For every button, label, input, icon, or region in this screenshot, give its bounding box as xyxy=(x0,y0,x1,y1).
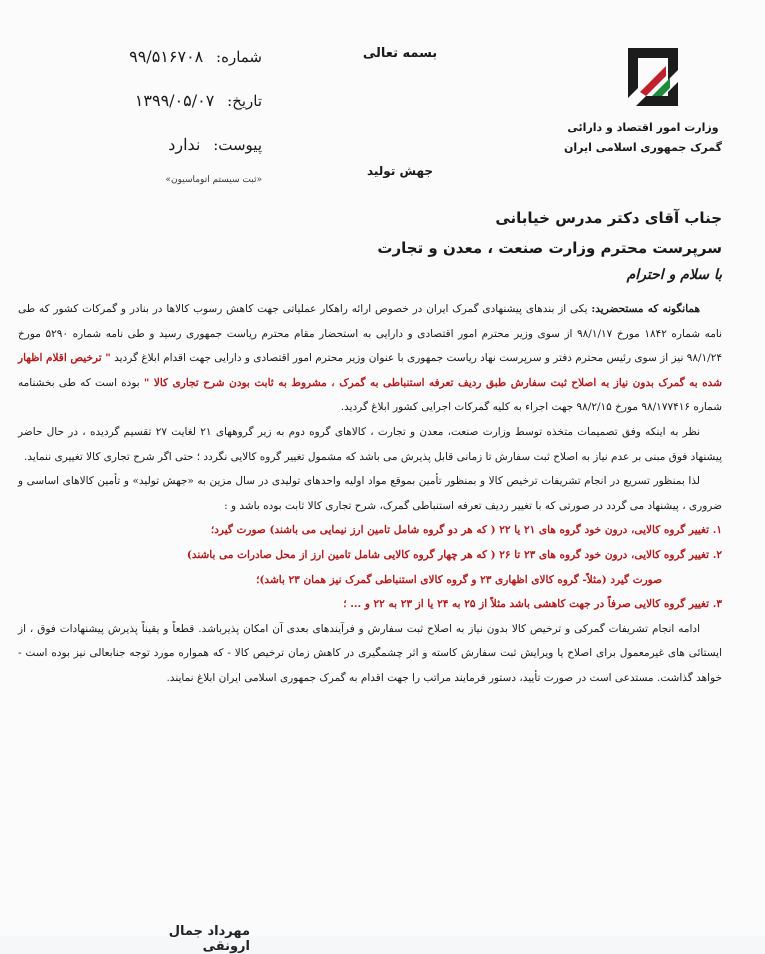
letter-number-label: شماره: xyxy=(216,48,262,66)
year-motto: جهش تولید xyxy=(366,164,434,178)
addressee-name: جناب آقای دکتر مدرس خیابانی xyxy=(495,209,722,227)
conditions-list xyxy=(18,518,722,616)
addressee-title: سرپرست محترم وزارت صنعت ، معدن و تجارت xyxy=(377,239,722,257)
paragraph-1-text: یکی از بندهای پیشنهادی گمرک ایران در خصوص ارائه راهکار عملیاتی جهت کاهش رسوب کالاها در بنادر و گمرکات کشور که طی نامه شماره ۱۸۴۲ مورخ ۹۸/۱/۱۷ از سوی وزیر محترم امور اقتصادی و دارایی به استحضار مقام محترم ریاست جمهوری رسید و طی نامه شماره ۵۲۹۰ مورخ ۹۸/۱/۲۴ نیز از سوی رئیس محترم دفتر و سرپرست نهاد ریاست جمهوری با عنوان وزیر محترم امور اقتصادی و دارایی جهت اقدام ابلاغ گردید xyxy=(18,303,722,365)
letter-date-label: تاریخ: xyxy=(227,92,262,110)
signature-name: مهرداد جمال ارونقی xyxy=(168,924,250,954)
letter-date-value: ۱۳۹۹/۰۵/۰۷ xyxy=(134,91,215,110)
greeting: با سلام و احترام xyxy=(626,267,722,283)
list-item: ۳. تغییر گروه کالایی صرفاً در جهت کاهشی باشد مثلاً از ۲۵ به ۲۴ یا از ۲۳ به ۲۲ و ... ؛ xyxy=(343,598,722,611)
list-item: صورت گیرد (مثلاً- گروه کالای اظهاری ۲۳ و گروه کالای استنباطی گمرک نیز همان ۲۳ باشد)؛ xyxy=(256,573,662,586)
list-item: ۱. تغییر گروه کالایی، درون خود گروه های ۲۱ یا ۲۲ ( که هر دو گروه شامل تامین ارز نیمایی می باشند) صورت گیرد؛ xyxy=(210,524,722,537)
paragraph-4: ادامه انجام تشریفات گمرکی و ترخیص کالا بدون نیاز به اصلاح ثبت سفارش و فرآیندهای بعدی آن امکان پذیرباشد. قطعاً و یقیناً پذیرش پیشنهادات فوق ، از ایستائی های غیرمعمول برای اصلاح یا ویرایش ثبت سفارش کاسته و اثر چشمگیری در کاهش زمان ترخیص کالا - که همواره مورد توجه جنابعالی نیز بوده است - خواهد گذاشت. مستدعی است در صورت تأیید، دستور فرمایند مراتب را جهت اقدام به گمرک جمهوری اسلامی ایران ابلاغ نمایند. xyxy=(18,622,722,684)
letter-number-row xyxy=(62,47,262,91)
addressee-block xyxy=(222,209,722,283)
letter-attachment-label: پیوست: xyxy=(213,136,262,154)
letter-meta xyxy=(62,47,262,185)
paragraph-1-tail: بوده است که طی بخشنامه شماره ۹۸/۱۷۷۴۱۶ مورخ ۹۸/۲/۱۵ جهت اجراء به کلیه گمرکات اجرایی کشور ابلاغ گردید. xyxy=(18,376,722,414)
customs-logo-icon xyxy=(622,42,684,112)
paragraph-3: لذا بمنظور تسریع در انجام تشریفات ترخیص کالا و بمنظور تأمین بموقع مواد اولیه واحدهای تولیدی در سال مزین به «جهش تولید» و تأمین کالاهای اساسی و ضروری ، پیشنهاد می گردد در صورتی که با تغییر ردیف تعرفه استنباطی گمرک، شرح تجاری کالا ثابت بوده باشد و : xyxy=(18,475,722,512)
organization-name xyxy=(563,118,723,158)
list-item: ۲. تغییر گروه کالایی، درون خود گروه های ۲۳ تا ۲۶ ( که هر چهار گروه کالایی شامل تامین ارز از محل صادرات می باشند) xyxy=(186,548,722,561)
paragraph-1-lead: همانگونه که مستحضرید: xyxy=(591,303,701,315)
letter-attachment-row xyxy=(62,135,262,179)
letter-attachment-value: ندارد xyxy=(168,135,201,154)
paragraph-1 xyxy=(18,297,722,420)
customs-name: گمرک جمهوری اسلامی ایران xyxy=(563,141,723,154)
paragraph-1-highlight: " ترخیص اقلام اظهار شده به گمرک بدون نیاز به اصلاح ثبت سفارش طبق ردیف تعرفه استنباطی به گمرک ، مشروط به ثابت بودن شرح تجاری کالا " xyxy=(18,352,722,389)
paragraph-2: نظر به اینکه وفق تصمیمات متخذه توسط وزارت صنعت، معدن و تجارت ، کالاهای گروه دوم به زیر گروههای ۲۱ لغایت ۲۷ تقسیم گردیده ، در حال حاضر پیشنهاد فوق مبنی بر عدم نیاز به اصلاح ثبت سفارش تا زمانی قابل پذیرش می باشد که مشمول تغییر گروه کالایی نگردد ؛ حتی اگر شرح تجاری کالا تغییری ننماید. xyxy=(18,425,722,463)
ministry-name: وزارت امور اقتصاد و دارائی xyxy=(567,121,719,134)
letter-number-value: ۹۹/۵۱۶۷۰۸ xyxy=(129,47,204,66)
basmala-heading: بسمه تعالی xyxy=(362,46,438,61)
automation-note: «ثبت سیستم اتوماسیون» xyxy=(165,175,262,185)
letter-body xyxy=(18,297,722,691)
letter-date-row xyxy=(62,91,262,135)
